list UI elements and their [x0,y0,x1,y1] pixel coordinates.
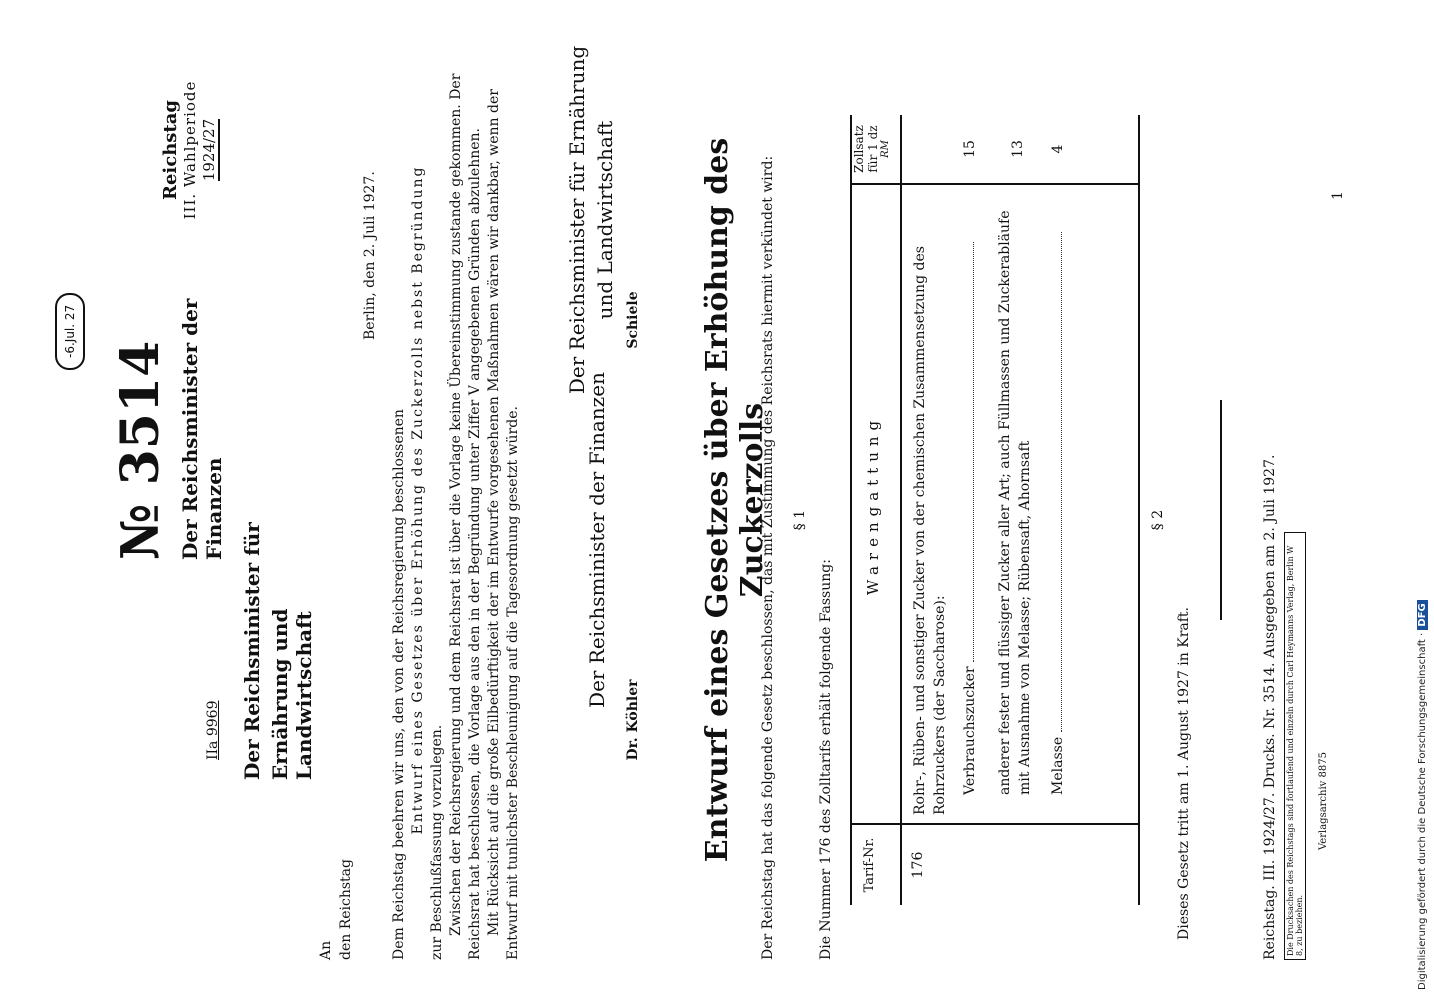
column-header-rate-line-2: für 1 dz [866,125,880,173]
page-number: 1 [1330,191,1346,200]
digitization-watermark [1417,10,1431,990]
reichstag-label: Reichstag [160,100,181,200]
signature-right-title-2: und Landwirtschaft [593,120,617,320]
separator-rule [1220,400,1222,620]
column-header-goods: Warengattung [864,414,882,596]
law-title: Entwurf eines Gesetzes über Erhöhung des Zuckerzolls [700,137,770,863]
row-rate: 4 [1050,144,1066,154]
salutation-line-1: An [318,940,334,960]
minister-food-heading-1: Der Reichsminister für [240,522,264,780]
law-intro: Der Reichstag hat das folgende Gesetz beschlossen, das mit Zustimmung des Reichsrats hiermit verkündet wird: [760,155,776,960]
letter-paragraph-1: Dem Reichstag beehren wir uns, den von der Reichsregierung beschlossenen [391,409,407,960]
column-header-tariff-nr: Tarif-Nr. [862,837,877,893]
salutation-line-2: den Reichstag [338,859,354,960]
watermark-text: Digitalisierung gefördert durch die Deutsche Forschungsgemeinschaft · [1417,632,1428,990]
section-2-text: Dieses Gesetz tritt am 1. August 1927 in Kraft. [1176,606,1192,940]
column-header-rate [852,115,891,183]
issue-line: Reichstag. III. 1924/27. Drucks. Nr. 3514. Ausgegeben am 2. Juli 1927. [1262,454,1278,960]
row-rate: 13 [1010,140,1026,158]
row-description: Verbrauchszucker [962,666,978,795]
document-number: № 3514 [110,340,171,560]
signature-left-name: Dr. Köhler [625,679,641,761]
wahlperiode-label: III. Wahlperiode [181,80,199,220]
minister-food-heading-2: Ernährung und Landwirtschaft [268,608,316,780]
dfg-logo: DFG [1417,600,1428,629]
column-header-rate-unit: RM [880,140,891,158]
table-row [1050,205,1066,795]
row-description: anderer fester und flüssiger Zucker aller Art; auch Füllmassen und Zuckerabläufe mit Ausnahme von Melasse; Rübensaft, Ahornsaft [997,210,1033,795]
section-1-text: Die Nummer 176 des Zolltarifs erhält folgende Fassung: [818,559,834,960]
signature-right-name: Schiele [625,291,641,349]
main-description: Rohr-, Rüben- und sonstiger Zucker von der chemischen Zusammensetzung des Rohrzuckers (der Saccharose): [912,246,948,815]
signature-right-title-1: Der Reichsminister für Ernährung [565,45,589,395]
years-label: 1924/27 [200,118,218,182]
letter-paragraph-3: Mit Rücksicht auf die große Eilbedürftigkeit der im Entwurfe vorgesehenen Maßnahmen wären wir dankbar, wenn der Entwurf mit tunlichster Beschleunigung auf die Tagesordnung gesetzt würde. [486,89,521,960]
table-row [995,205,1035,795]
archive-number: Verlagsarchiv 8875 [1318,752,1329,850]
section-2-heading: § 2 [1150,509,1166,531]
tariff-table [850,115,1140,905]
letter-paragraph-2: Zwischen der Reichsregierung und dem Reichsrat ist über die Vorlage keine Übereinstimmung zustande gekommen. Der Reichsrat hat beschlossen, die Vorlage aus den in der Begründung unter Ziffer V angegebenen Gründen abzulehnen. [448,73,483,960]
received-stamp: -6.Jul. 27 [55,293,85,370]
section-1-heading: § 1 [792,509,808,531]
row-description: Melasse [1050,736,1066,795]
tariff-number: 176 [910,851,926,879]
row-rate: 15 [962,140,978,158]
table-row [962,205,978,795]
reference-number: IIa 9969 [205,700,221,760]
bill-title-reference: Entwurf eines Gesetzes über Erhöhung des Zuckerzolls nebst Begründung [410,165,426,835]
publisher-notice: Die Drucksachen des Reichstags sind fortlaufend und einzeln durch Carl Heymanns Verlag, Berlin W 8, zu beziehen. [1284,532,1306,960]
signature-left-title: Der Reichsminister der Finanzen [585,372,609,708]
column-header-rate-line-1: Zollsatz [852,125,866,173]
place-date: Berlin, den 2. Juli 1927. [362,171,378,340]
minister-finance-heading: Der Reichsminister der Finanzen [178,298,226,560]
letter-paragraph-1-end: zur Beschlußfassung vorzulegen. [429,724,445,960]
letter-body [390,40,523,960]
